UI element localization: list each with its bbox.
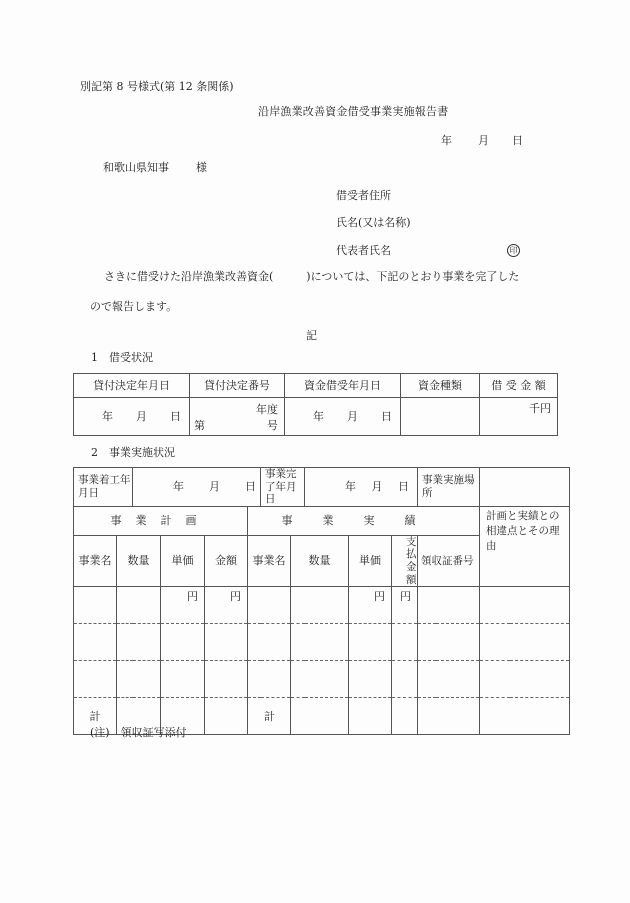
report-date-day: 日 [512,134,523,147]
body-paragraph-line2: ので報告します。 [90,300,178,313]
report-date-year: 年 [441,134,452,147]
borrow-date-field[interactable] [285,398,401,436]
result-unit-price-cell[interactable] [349,587,392,624]
loan-table-row [74,398,558,436]
plan-unit-price-cell[interactable] [161,661,205,698]
addressee: 和歌山県知事 [103,161,169,174]
result-paid-cell[interactable] [392,661,418,698]
result-col-qty: 数量 [291,535,349,586]
plan-qty-cell[interactable] [117,661,161,698]
plan-qty-cell[interactable] [117,587,161,624]
receipt-cell[interactable] [418,661,480,698]
plan-amount-cell[interactable] [205,661,248,698]
applicant-address-label: 借受者住所 [336,189,391,202]
reason-cell[interactable] [480,661,570,698]
header-decision-date: 貸付決定年月日 [74,374,190,398]
result-qty-cell[interactable] [291,587,349,624]
month-label: 月 [371,480,383,494]
amount-unit: 千円 [529,402,551,415]
month-label: 月 [136,409,147,423]
day-label: 日 [398,480,409,494]
result-qty-cell[interactable] [291,624,349,661]
result-col-receipt: 領収証番号 [418,535,480,586]
location-field[interactable] [480,468,570,507]
form-id: 別記第 8 号様式(第 12 条関係) [80,80,234,93]
result-name-cell[interactable] [248,661,291,698]
table-row [74,624,570,661]
yen-label: 円 [374,590,385,604]
footnote: (注) 領収証写添付 [90,726,187,739]
seal-icon: 印 [507,244,520,257]
reason-total[interactable] [480,698,570,735]
day-label: 日 [170,409,181,423]
result-qty-total[interactable] [291,698,349,735]
receipt-cell[interactable] [418,587,480,624]
table-row [74,661,570,698]
start-date-field[interactable] [133,468,261,507]
reason-header: 計画と実績との相違点とその理由 [480,506,570,586]
result-paid-cell[interactable] [392,587,418,624]
result-col-unit-price: 単価 [349,535,392,586]
plan-amount-cell[interactable] [205,587,248,624]
header-loan-amount: 借 受 金 額 [480,374,558,398]
dai-label: 第 [194,418,205,432]
header-fund-type: 資金種類 [401,374,480,398]
result-qty-cell[interactable] [291,661,349,698]
plan-name-cell[interactable] [74,587,117,624]
start-date-label: 事業着工年月日 [74,468,133,507]
year-label: 年 [345,480,356,494]
day-label: 日 [245,480,256,494]
table-row [74,587,570,624]
receipt-total[interactable] [418,698,480,735]
plan-qty-cell[interactable] [117,624,161,661]
end-date-field[interactable] [305,468,418,507]
result-unit-price-total[interactable] [349,698,392,735]
plan-amount-cell[interactable] [205,624,248,661]
applicant-name-label: 氏名(又は名称) [336,216,411,229]
reason-cell[interactable] [480,587,570,624]
day-label: 日 [381,409,392,423]
header-borrow-date: 資金借受年月日 [285,374,401,398]
report-date-month: 月 [478,134,489,147]
ki-heading: 記 [306,329,317,342]
location-label: 事業実施場所 [418,468,480,507]
honorific: 様 [196,161,207,174]
representative-label: 代表者氏名 [336,244,391,257]
section2-heading: 2 事業実施状況 [91,446,175,459]
receipt-cell[interactable] [418,624,480,661]
yen-label: 円 [230,590,241,604]
end-date-label: 事業完了年月日 [261,468,305,507]
year-label: 年 [313,409,324,423]
header-decision-number: 貸付決定番号 [190,374,285,398]
group-header-row [74,506,570,535]
decision-number-field[interactable] [190,398,285,436]
plan-col-amount: 金額 [205,535,248,586]
loan-table-header [74,374,558,398]
result-col-paid: 支払金額 [392,535,418,586]
fiscal-year-label: 年度 [256,403,278,416]
reason-cell[interactable] [480,624,570,661]
plan-col-qty: 数量 [117,535,161,586]
year-label: 年 [173,480,184,494]
result-paid-total[interactable] [392,698,418,735]
implementation-table [73,467,570,735]
plan-col-name: 事業名 [74,535,117,586]
plan-name-cell[interactable] [74,661,117,698]
result-name-cell[interactable] [248,587,291,624]
yen-label: 円 [400,590,412,604]
decision-date-field[interactable] [74,398,190,436]
plan-amount-total[interactable] [205,698,248,735]
result-header: 事業実績 [248,506,480,535]
go-label: 号 [267,418,278,432]
section1-heading: 1 借受状況 [91,351,153,364]
result-paid-cell[interactable] [392,624,418,661]
loan-amount-field[interactable] [480,398,558,436]
result-col-name: 事業名 [248,535,291,586]
plan-unit-price-cell[interactable] [161,587,205,624]
year-label: 年 [102,409,113,423]
yen-label: 円 [187,590,198,604]
loan-status-table [73,373,558,436]
month-label: 月 [209,480,220,494]
schedule-row [74,468,570,507]
plan-name-cell[interactable] [74,624,117,661]
plan-total-label: 計 [74,698,117,735]
plan-col-unit-price: 単価 [161,535,205,586]
body-paragraph-line1: さきに借受けた沿岸漁業改善資金( )については、下記のとおり事業を完了した [104,270,520,283]
result-unit-price-cell[interactable] [349,661,392,698]
month-label: 月 [347,409,358,423]
document-title: 沿岸漁業改善資金借受事業実施報告書 [258,105,449,118]
plan-header: 事業計画 [74,506,248,535]
result-total-label: 計 [248,698,291,735]
result-unit-price-cell[interactable] [349,624,392,661]
plan-unit-price-cell[interactable] [161,624,205,661]
fund-type-field[interactable] [401,398,480,436]
result-name-cell[interactable] [248,624,291,661]
